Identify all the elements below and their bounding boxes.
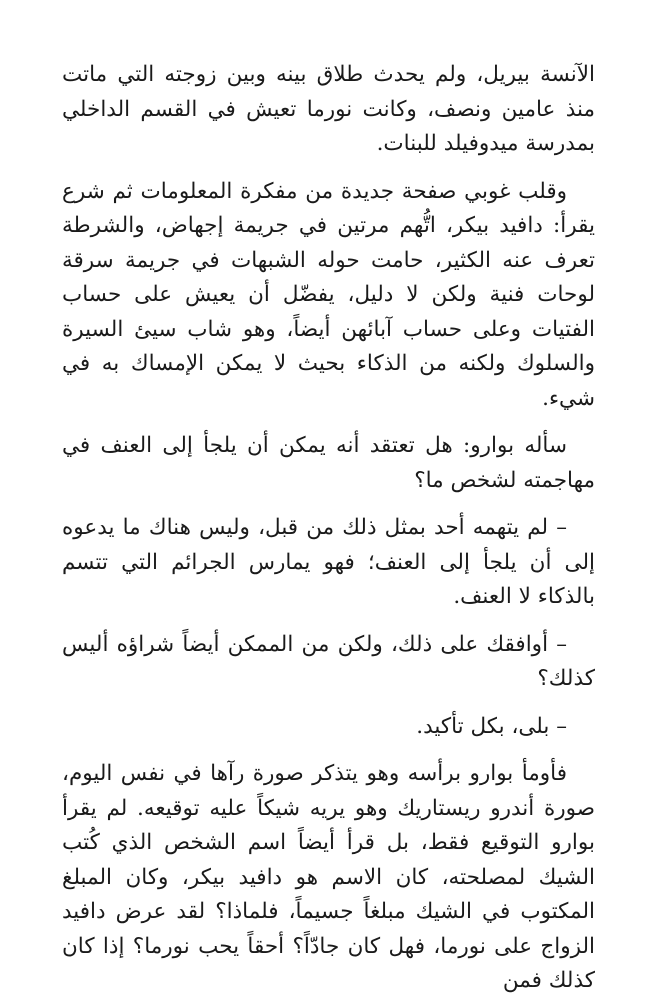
paragraph-5: – أوافقك على ذلك، ولكن من الممكن أيضاً شراؤه أليس كذلك؟ — [62, 631, 595, 691]
paragraph-7: فأومأ بوارو برأسه وهو يتذكر صورة رآها في نفس اليوم، صورة أندرو ريستاريك وهو يريه شيكاً عليه توقيعه. لم يقرأ بوارو التوقيع فقط، بل قرأ أيضاً اسم الشخص الذي كُتب الشيك لمصلحته، كان الاسم هو دافيد بيكر، وكان المبلغ المكتوب في الشيك مبلغاً جسيماً، فلماذا؟ لقد عرض دافيد الزواج على نورما، فهل كان جادّاً؟ أحقاً يحب نورما؟ إذا كان كذلك فمن — [62, 761, 595, 993]
paragraph-3: سأله بوارو: هل تعتقد أنه يمكن أن يلجأ إلى العنف في مهاجمته لشخص ما؟ — [62, 433, 595, 493]
paragraph-2: وقلب غوبي صفحة جديدة من مفكرة المعلومات ثم شرع يقرأ: دافيد بيكر، اتُّهم مرتين في جريمة إجهاض، والشرطة تعرف عنه الكثير، حامت حوله الشبهات في جريمة سرقة لوحات فنية ولكن لا دليل، يفضّل أن يعيش على حساب الفتيات وعلى حساب آبائهن أيضاً، وهو شاب سيئ السيرة والسلوك ولكنه من الذكاء بحيث لا يمكن الإمساك به في شيء. — [62, 178, 595, 411]
paragraph-4: – لم يتهمه أحد بمثل ذلك من قبل، وليس هناك ما يدعوه إلى أن يلجأ إلى العنف؛ فهو يمارس الجرائم التي تتسم بالذكاء لا العنف. — [62, 515, 595, 609]
paragraph-1: الآنسة بيريل، ولم يحدث طلاق بينه وبين زوجته التي ماتت منذ عامين ونصف، وكانت نورما تعيش في القسم الداخلي بمدرسة ميدوفيلد للبنات. — [62, 62, 595, 156]
paragraph-6: – بلى، بكل تأكيد. — [416, 713, 567, 739]
